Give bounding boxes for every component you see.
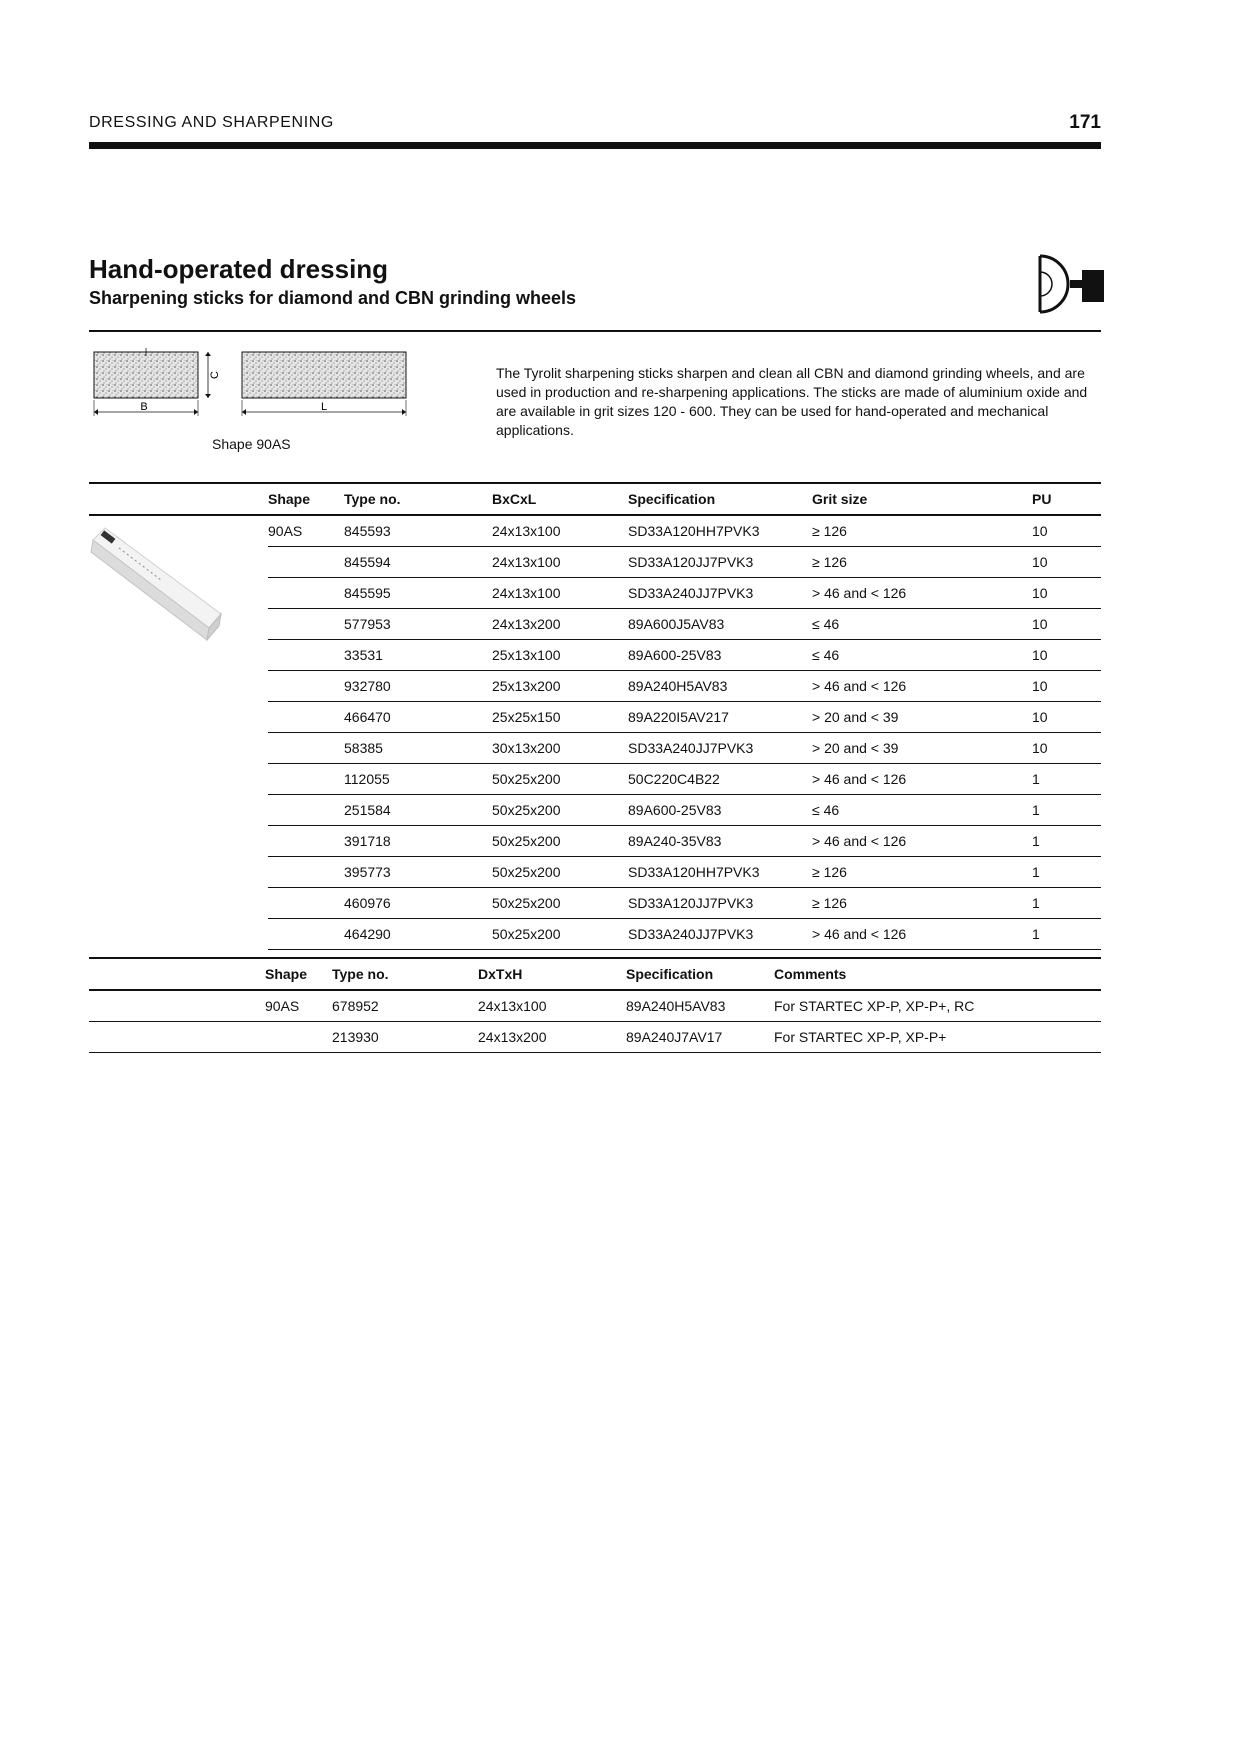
specification-cell: SD33A120JJ7PVK3	[628, 547, 812, 578]
spacer-cell	[89, 1022, 265, 1053]
table-row	[89, 578, 1101, 609]
table-row	[89, 795, 1101, 826]
grit-size-cell: > 46 and < 126	[812, 764, 1032, 795]
table-row	[89, 671, 1101, 702]
product-photo-cell	[89, 857, 268, 888]
type-no-cell: 460976	[344, 888, 492, 919]
pu-cell: 1	[1032, 795, 1101, 826]
grit-size-cell: ≤ 46	[812, 795, 1032, 826]
shape-cell	[268, 609, 344, 640]
specification-cell: SD33A120HH7PVK3	[628, 515, 812, 547]
grit-size-cell: > 46 and < 126	[812, 919, 1032, 950]
grit-size-cell: > 46 and < 126	[812, 578, 1032, 609]
header-shape: Shape	[265, 958, 332, 990]
dims-cell: 24x13x100	[492, 515, 628, 547]
sharpening-stick-photo	[89, 518, 229, 648]
hand-dressing-icon	[1036, 254, 1106, 314]
pu-cell: 10	[1032, 702, 1101, 733]
table-row	[89, 515, 1101, 547]
specification-cell: 89A600-25V83	[628, 795, 812, 826]
pu-cell: 10	[1032, 578, 1101, 609]
table-row	[89, 764, 1101, 795]
product-photo-cell	[89, 671, 268, 702]
shape-cell	[268, 888, 344, 919]
product-photo-cell	[89, 764, 268, 795]
dims-cell: 24x13x200	[478, 1022, 626, 1053]
section-label: DRESSING AND SHARPENING	[89, 114, 334, 131]
shape-cell	[268, 919, 344, 950]
header-shape: Shape	[268, 483, 344, 515]
dims-cell: 30x13x200	[492, 733, 628, 764]
specification-cell: 89A240-35V83	[628, 826, 812, 857]
type-no-cell: 845595	[344, 578, 492, 609]
type-no-cell: 464290	[344, 919, 492, 950]
dims-cell: 50x25x200	[492, 795, 628, 826]
product-description: The Tyrolit sharpening sticks sharpen and clean all CBN and diamond grinding wheels, and are used in production and re-sharpening applications. The sticks are made of aluminium oxide and are available in grit sizes 120 - 600. They can be used for hand-operated and mechanical applications.	[496, 365, 1088, 438]
product-photo-cell	[89, 888, 268, 919]
dims-cell: 50x25x200	[492, 919, 628, 950]
type-no-cell: 932780	[344, 671, 492, 702]
dims-cell: 25x25x150	[492, 702, 628, 733]
type-no-cell: 678952	[332, 990, 478, 1022]
type-no-cell: 466470	[344, 702, 492, 733]
type-no-cell: 213930	[332, 1022, 478, 1053]
pu-cell: 1	[1032, 764, 1101, 795]
shape-cell: 90AS	[265, 990, 332, 1022]
pu-cell: 10	[1032, 515, 1101, 547]
table-row	[89, 826, 1101, 857]
grit-size-cell: > 20 and < 39	[812, 733, 1032, 764]
specification-cell: 89A600J5AV83	[628, 609, 812, 640]
shape-cell	[268, 671, 344, 702]
table-header-row	[89, 483, 1101, 515]
table-row	[89, 919, 1101, 950]
specification-cell: 50C220C4B22	[628, 764, 812, 795]
table-row	[89, 857, 1101, 888]
product-photo-cell	[89, 702, 268, 733]
type-no-cell: 391718	[344, 826, 492, 857]
sharpening-sticks-table	[89, 482, 1101, 950]
grit-size-cell: ≥ 126	[812, 515, 1032, 547]
grit-size-cell: > 20 and < 39	[812, 702, 1032, 733]
header-spacer	[89, 483, 268, 515]
dim-label-l: L	[320, 401, 328, 413]
header-type-no: Type no.	[344, 483, 492, 515]
dims-cell: 50x25x200	[492, 888, 628, 919]
page-title: Hand-operated dressing	[89, 254, 389, 284]
grit-size-cell: ≤ 46	[812, 609, 1032, 640]
comments-cell: For STARTEC XP-P, XP-P+, RC	[774, 990, 1101, 1022]
specification-cell: 89A220I5AV217	[628, 702, 812, 733]
pu-cell: 1	[1032, 826, 1101, 857]
grit-size-cell: ≥ 126	[812, 888, 1032, 919]
header-comments: Comments	[774, 958, 1101, 990]
comments-cell: For STARTEC XP-P, XP-P+	[774, 1022, 1101, 1053]
type-no-cell: 395773	[344, 857, 492, 888]
header-rule	[89, 142, 1101, 149]
grit-size-cell: > 46 and < 126	[812, 671, 1032, 702]
shape-cell	[265, 1022, 332, 1053]
dims-cell: 50x25x200	[492, 857, 628, 888]
header-type-no: Type no.	[332, 958, 478, 990]
specification-cell: SD33A120HH7PVK3	[628, 857, 812, 888]
shape-cell	[268, 578, 344, 609]
spacer-cell	[89, 990, 265, 1022]
shape-caption: Shape 90AS	[212, 436, 291, 452]
dims-cell: 24x13x100	[492, 578, 628, 609]
dims-cell: 24x13x100	[492, 547, 628, 578]
grit-size-cell: ≥ 126	[812, 857, 1032, 888]
table-row	[89, 990, 1101, 1022]
grit-size-cell: ≥ 126	[812, 547, 1032, 578]
page-number: 171	[1069, 112, 1101, 133]
table-row	[89, 888, 1101, 919]
header-specification: Specification	[626, 958, 774, 990]
header-dims: BxCxL	[492, 483, 628, 515]
pu-cell: 10	[1032, 733, 1101, 764]
grit-size-cell: ≤ 46	[812, 640, 1032, 671]
specification-cell: SD33A240JJ7PVK3	[628, 578, 812, 609]
shape-90as-drawing	[90, 348, 420, 420]
shape-cell	[268, 826, 344, 857]
specification-cell: SD33A240JJ7PVK3	[628, 733, 812, 764]
startec-sticks-table	[89, 957, 1101, 1053]
type-no-cell: 577953	[344, 609, 492, 640]
shape-cell	[268, 795, 344, 826]
title-rule	[89, 330, 1101, 332]
specification-cell: 89A600-25V83	[628, 640, 812, 671]
dims-cell: 50x25x200	[492, 826, 628, 857]
dims-cell: 25x13x200	[492, 671, 628, 702]
specification-cell: 89A240H5AV83	[628, 671, 812, 702]
product-photo-cell	[89, 515, 268, 547]
product-photo-cell	[89, 795, 268, 826]
dim-label-b: B	[140, 401, 148, 413]
specification-cell: 89A240H5AV83	[626, 990, 774, 1022]
pu-cell: 10	[1032, 671, 1101, 702]
table-row	[89, 702, 1101, 733]
shape-cell	[268, 764, 344, 795]
specification-cell: 89A240J7AV17	[626, 1022, 774, 1053]
dims-cell: 24x13x200	[492, 609, 628, 640]
type-no-cell: 112055	[344, 764, 492, 795]
specification-cell: SD33A240JJ7PVK3	[628, 919, 812, 950]
shape-cell: 90AS	[268, 515, 344, 547]
product-photo-cell	[89, 826, 268, 857]
table-row	[89, 547, 1101, 578]
dims-cell: 25x13x100	[492, 640, 628, 671]
pu-cell: 1	[1032, 919, 1101, 950]
header-spacer	[89, 958, 265, 990]
dims-cell: 50x25x200	[492, 764, 628, 795]
table-row	[89, 640, 1101, 671]
table-row	[89, 733, 1101, 764]
pu-cell: 1	[1032, 857, 1101, 888]
pu-cell: 10	[1032, 640, 1101, 671]
type-no-cell: 58385	[344, 733, 492, 764]
grit-size-cell: > 46 and < 126	[812, 826, 1032, 857]
table-header-row	[89, 958, 1101, 990]
product-photo-cell	[89, 919, 268, 950]
dims-cell: 24x13x100	[478, 990, 626, 1022]
pu-cell: 1	[1032, 888, 1101, 919]
type-no-cell: 845593	[344, 515, 492, 547]
shape-cell	[268, 702, 344, 733]
pu-cell: 10	[1032, 547, 1101, 578]
product-photo-cell	[89, 733, 268, 764]
shape-cell	[268, 857, 344, 888]
type-no-cell: 33531	[344, 640, 492, 671]
shape-cell	[268, 733, 344, 764]
shape-cell	[268, 640, 344, 671]
header-dims: DxTxH	[478, 958, 626, 990]
header-specification: Specification	[628, 483, 812, 515]
specification-cell: SD33A120JJ7PVK3	[628, 888, 812, 919]
header-grit-size: Grit size	[812, 483, 1032, 515]
header-pu: PU	[1032, 483, 1101, 515]
pu-cell: 10	[1032, 609, 1101, 640]
dim-label-c: C	[209, 371, 221, 379]
page-subtitle: Sharpening sticks for diamond and CBN grinding wheels	[89, 288, 577, 308]
table-row	[89, 1022, 1101, 1053]
type-no-cell: 251584	[344, 795, 492, 826]
table-row	[89, 609, 1101, 640]
shape-cell	[268, 547, 344, 578]
type-no-cell: 845594	[344, 547, 492, 578]
